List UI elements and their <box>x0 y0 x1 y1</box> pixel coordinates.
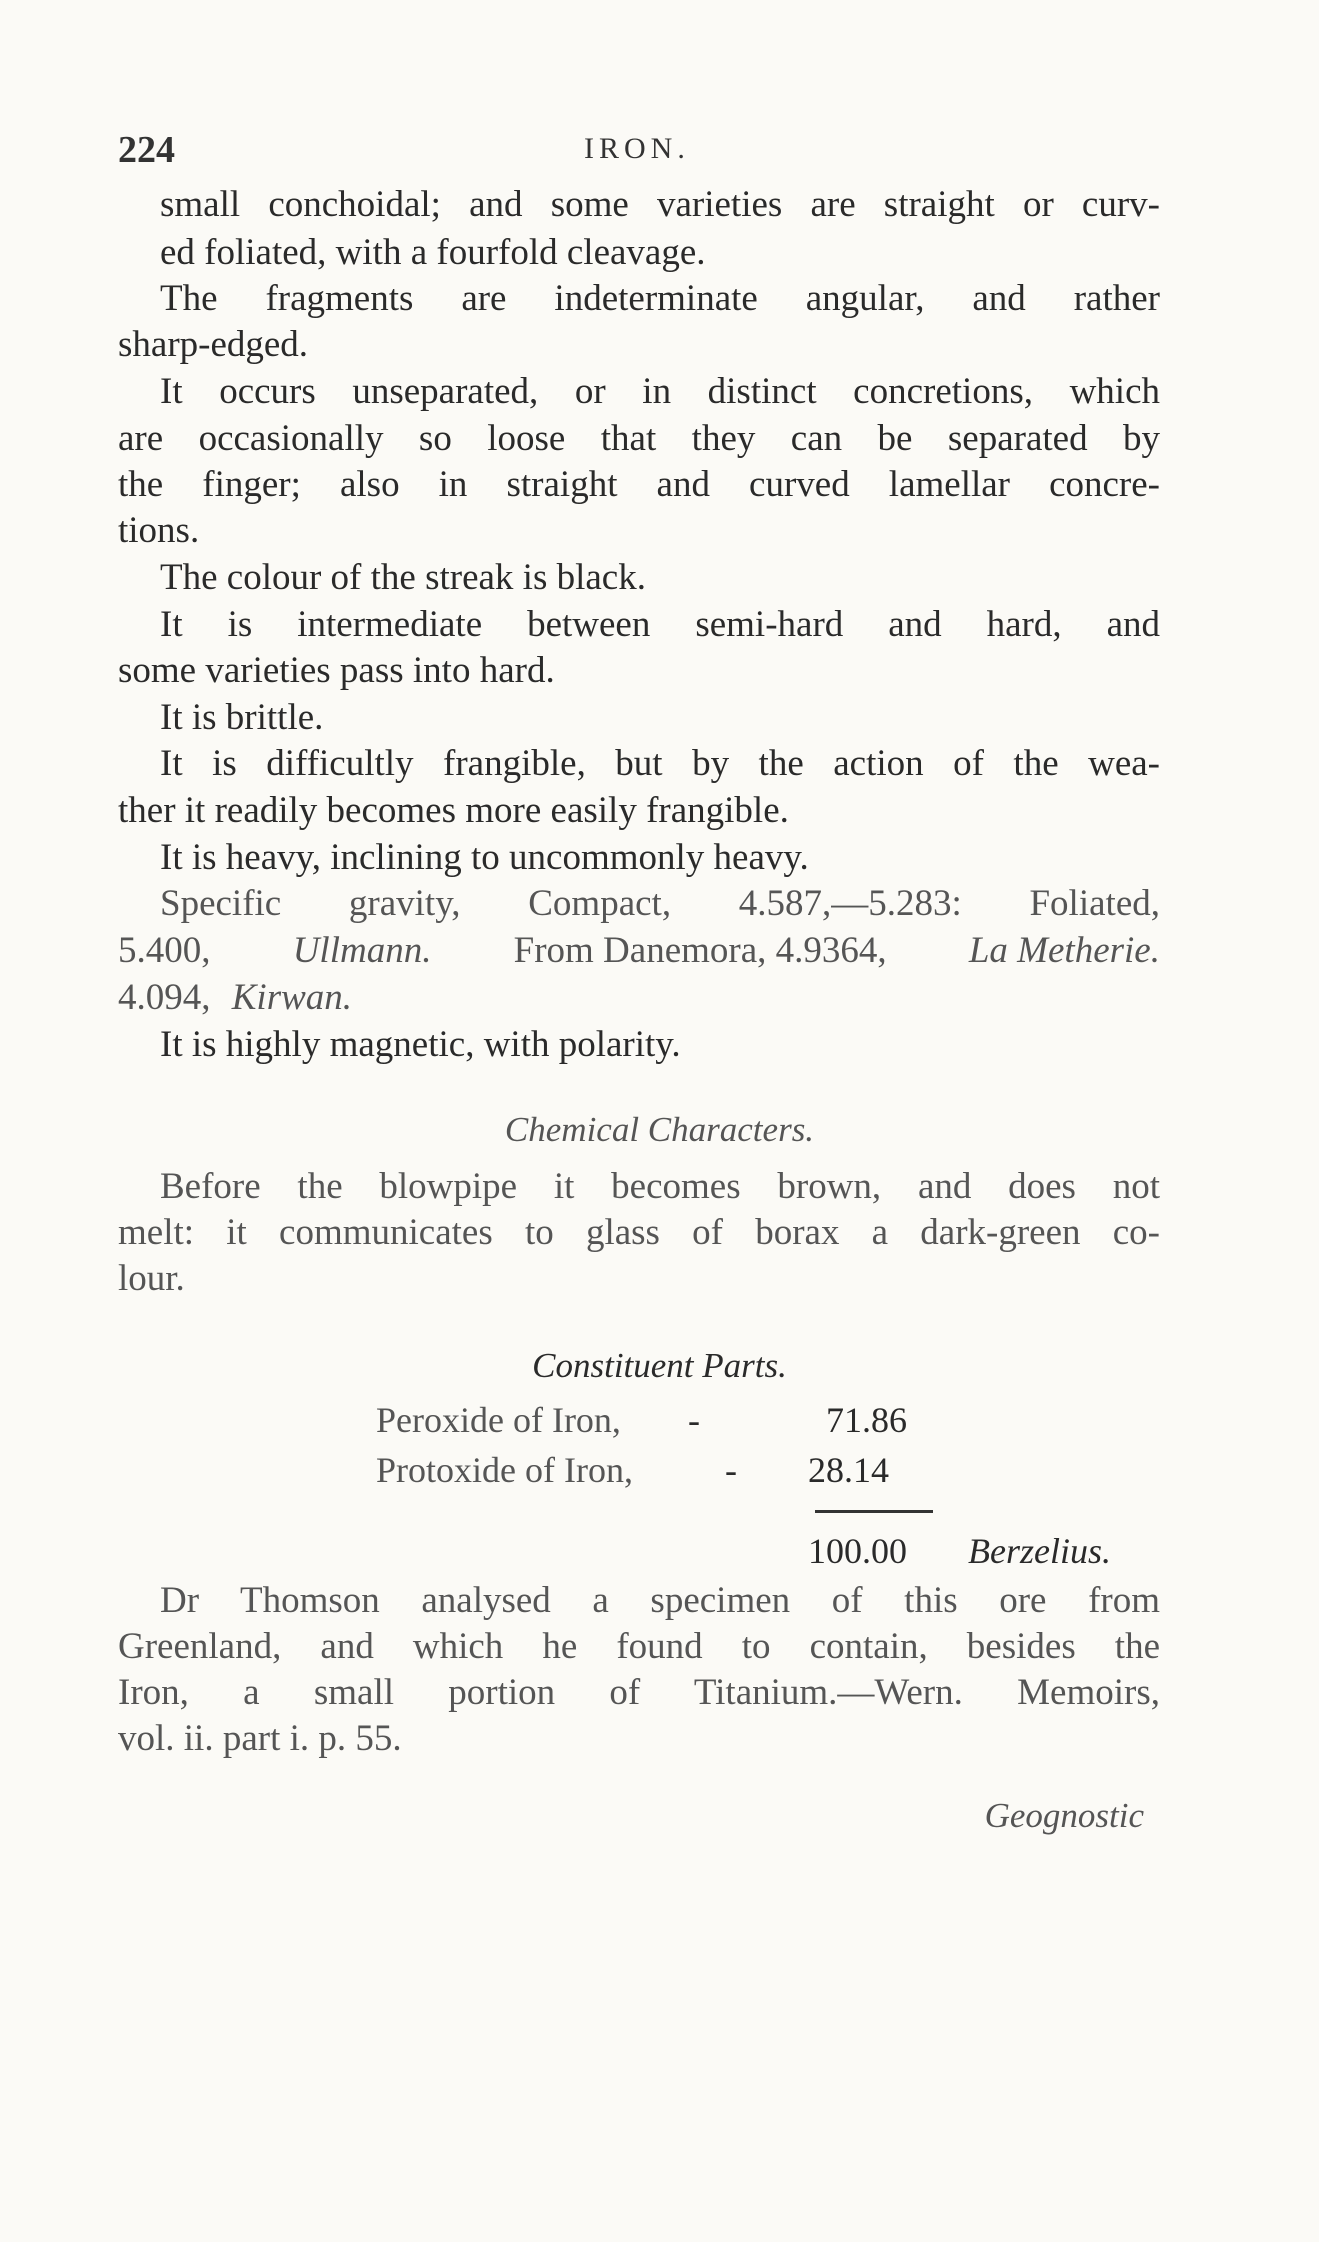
analysis-source: Berzelius. <box>968 1531 1111 1571</box>
text-line: The colour of the streak is black. <box>160 557 646 598</box>
text-line: ed foliated, with a fourfold cleavage. <box>160 232 706 273</box>
text-line: sharp-edged. <box>118 324 309 365</box>
text-line: It is intermediate between semi-hard and hard, and <box>160 604 1160 645</box>
text-line: It occurs unseparated, or in distinct concretions, which <box>160 371 1160 412</box>
constituent-total: 100.00 <box>808 1531 907 1571</box>
text-line: melt: it communicates to glass of borax a dark-green co- <box>118 1212 1160 1253</box>
page-header <box>0 128 1319 178</box>
gravity-value: 4.094, <box>118 977 211 1018</box>
author-citation: Ullmann. <box>292 930 432 971</box>
text-line: Before the blowpipe it becomes brown, and does not <box>160 1166 1160 1207</box>
text-line: ther it readily becomes more easily frangible. <box>118 790 789 831</box>
catchword: Geognostic <box>984 1796 1144 1835</box>
constituent-dash: - <box>688 1400 700 1440</box>
text-line: Iron, a small portion of Titanium.—Wern. Memoirs, <box>118 1672 1160 1713</box>
text-line: small conchoidal; and some varieties are straight or curv- <box>160 184 1160 225</box>
gravity-text: From Danemora, 4.9364, <box>513 930 887 971</box>
text-line: It is difficultly frangible, but by the action of the wea- <box>160 743 1160 784</box>
constituent-name: Peroxide of Iron, <box>376 1400 621 1440</box>
text-line: Greenland, and which he found to contain, besides the <box>118 1626 1160 1667</box>
author-citation: Kirwan. <box>231 977 353 1018</box>
section-heading: Constituent Parts. <box>532 1346 787 1385</box>
section-heading: Chemical Characters. <box>504 1110 815 1149</box>
page-number: 224 <box>118 129 175 171</box>
text-line: some varieties pass into hard. <box>118 650 555 691</box>
text-line: tions. <box>118 510 200 551</box>
specific-gravity-line <box>118 928 1160 974</box>
text-line: are occasionally so loose that they can be separated by <box>118 418 1160 459</box>
gravity-value: 5.400, <box>118 930 211 971</box>
running-head: IRON. <box>584 132 690 165</box>
constituent-value: 28.14 <box>808 1450 889 1490</box>
text-line: The fragments are indeterminate angular, and rather <box>160 278 1160 319</box>
text-line: the finger; also in straight and curved lamellar concre- <box>118 464 1160 505</box>
text-line: It is heavy, inclining to uncommonly heavy. <box>160 837 809 878</box>
constituent-value: 71.86 <box>826 1400 907 1440</box>
text-line: Dr Thomson analysed a specimen of this ore from <box>160 1580 1160 1621</box>
sum-rule <box>815 1510 933 1513</box>
text-line: vol. ii. part i. p. 55. <box>118 1718 402 1759</box>
specific-gravity-line: Specific gravity, Compact, 4.587,—5.283: Foliated, <box>160 883 1160 924</box>
specific-gravity-line <box>118 975 1118 1021</box>
text-line: It is brittle. <box>160 697 324 738</box>
author-citation: La Metherie. <box>968 930 1160 971</box>
text-line: It is highly magnetic, with polarity. <box>160 1024 681 1065</box>
text-line: lour. <box>118 1258 185 1299</box>
constituent-dash: - <box>725 1450 737 1490</box>
constituent-name: Protoxide of Iron, <box>376 1450 633 1490</box>
